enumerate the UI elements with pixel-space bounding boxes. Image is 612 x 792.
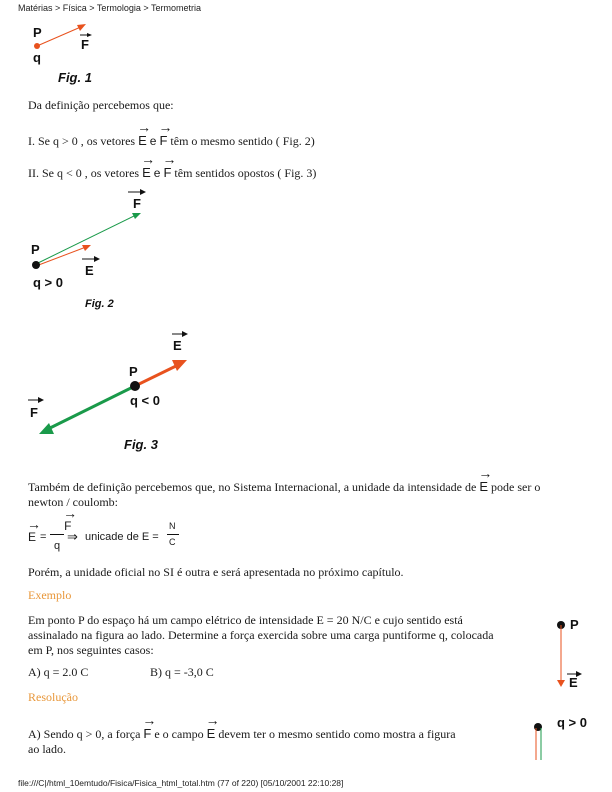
fig2-caption: Fig. 2 (85, 298, 114, 310)
vector-e: → E (479, 474, 488, 493)
unit-paragraph: Também de definição percebemos que, no Sistema Internacional, a unidade da intensidade de → E pode ser o newton / coulomb: (28, 474, 598, 510)
vector-e: → E (207, 721, 216, 740)
figure-1 (0, 0, 140, 90)
resolution-heading: Resolução (28, 690, 78, 704)
fig1-caption: Fig. 1 (58, 70, 92, 85)
page-footer: file:///C|/html_10emtudo/Fisica/Fisica_html_total.htm (77 of 220) [05/10/2001 22:10:28] (18, 778, 344, 788)
fig3-arrows-icon (0, 320, 220, 460)
figure-3 (0, 320, 220, 460)
rule-1: I. Se q > 0 , os vetores → E e → F têm o mesmo sentido ( Fig. 2) (28, 128, 315, 149)
example-case-a: A) q = 2.0 C (28, 665, 89, 679)
fig2-label-e: E (85, 263, 94, 278)
fig3-label-q: q < 0 (130, 393, 160, 408)
fig2-label-p: P (31, 242, 40, 257)
fig1-label-f: F (81, 37, 89, 52)
resolution-figure (525, 712, 595, 762)
resolution-fig-label-q: q > 0 (557, 715, 587, 730)
formula-vector-f: → F (64, 514, 71, 533)
fig2-label-q: q > 0 (33, 275, 63, 290)
fig3-label-e: E (173, 338, 182, 353)
fig1-label-p: P (33, 25, 42, 40)
fig1-label-q: q (33, 50, 41, 65)
vector-e: → E (138, 128, 147, 147)
example-fig-label-e: E (569, 675, 578, 690)
resolution-paragraph: A) Sendo q > 0, a força → F e o campo → E devem ter o mesmo sentido como mostra a figura ao lado. (28, 721, 508, 757)
official-unit-text: Porém, a unidade oficial no SI é outra e será apresentada no próximo capítulo. (28, 565, 404, 579)
intro-text: Da definição percebemos que: (28, 98, 174, 112)
fig3-label-f: F (30, 405, 38, 420)
example-fig-label-p: P (570, 617, 579, 632)
vector-f: → F (163, 160, 171, 179)
example-figure (540, 610, 590, 695)
vector-f: → F (143, 721, 151, 740)
breadcrumb: Matérias > Física > Termologia > Termometria (18, 3, 201, 13)
example-body: Em ponto P do espaço há um campo elétrico de intensidade E = 20 N/C e cujo sentido está assinalado na figura ao lado. Determine a força exercida sobre uma carga puntiforme q, colocada em P, nos seguintes casos: (28, 613, 494, 657)
fig3-caption: Fig. 3 (124, 437, 158, 452)
rule-2: II. Se q < 0 , os vetores → E e → F têm sentidos opostos ( Fig. 3) (28, 160, 316, 181)
fig2-label-f: F (133, 196, 141, 211)
figure-2 (0, 180, 200, 320)
example-case-b: B) q = -3,0 C (150, 665, 214, 679)
example-field-arrow-icon (540, 610, 590, 695)
vector-f: → F (159, 128, 167, 147)
fig3-label-p: P (129, 364, 138, 379)
vector-e: → E (142, 160, 151, 179)
example-heading: Exemplo (28, 588, 72, 602)
formula-vector-e: → E (28, 525, 36, 544)
formula: → E = → F q ⇒ unicade de E = N C (28, 515, 46, 555)
